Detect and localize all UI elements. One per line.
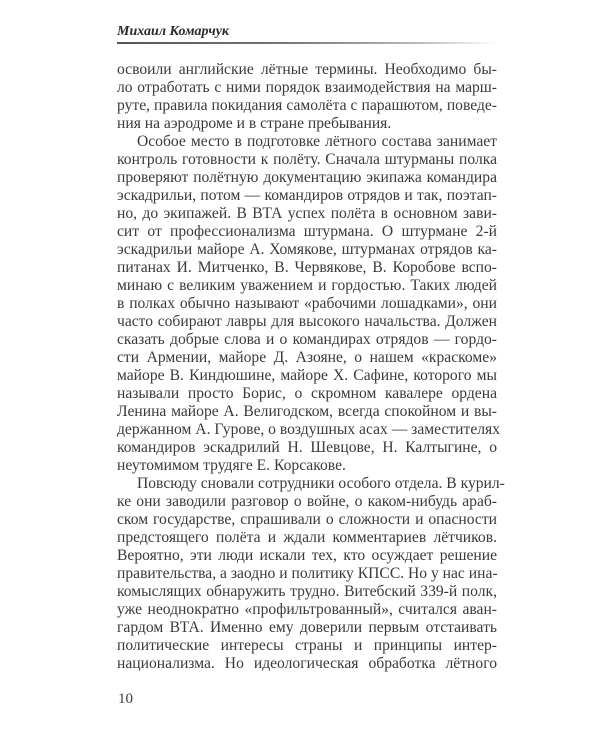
text-line: национализма. Но идеологическая обработка лётного bbox=[117, 655, 497, 672]
text-line: майоре В. Киндюшине, майоре Х. Сафине, которого мы bbox=[117, 367, 497, 384]
header-rule bbox=[117, 42, 497, 44]
text-line: комыслящих обнаружить трудно. Витебский 339-й полк, bbox=[117, 583, 497, 600]
text-line: в полках обычно называют «рабочими лошадками», они bbox=[117, 295, 497, 312]
text-line: питанах И. Митченко, В. Червякове, В. Коробове вспо- bbox=[117, 259, 497, 276]
text-line: ском государстве, спрашивали о сложности и опасности bbox=[117, 511, 497, 528]
paragraph bbox=[117, 61, 497, 133]
page-number: 10 bbox=[118, 691, 133, 707]
body-text bbox=[117, 61, 505, 673]
text-line: сти Армении, майоре Д. Азояне, о нашем «краскоме» bbox=[117, 349, 497, 366]
text-line: ке они заводили разговор о войне, о каком-нибудь араб- bbox=[117, 493, 497, 510]
text-line: сит от профессионализма штурмана. О штурмане 2-й bbox=[117, 223, 497, 240]
text-line: называли просто Борис, о скромном кавалере ордена bbox=[117, 385, 497, 402]
text-line: Особое место в подготовке лётного состава занимает bbox=[137, 133, 497, 150]
text-line: политические интересы страны и принципы интер- bbox=[117, 637, 497, 654]
text-line: руте, правила покидания самолёта с парашютом, поведе- bbox=[117, 97, 497, 114]
text-line: проверяют полётную документацию экипажа командира bbox=[117, 169, 497, 186]
text-line: Повсюду сновали сотрудники особого отдела. В курил- bbox=[137, 475, 505, 492]
text-line: эскадрильи, потом — командиров отрядов и так, поэтап- bbox=[117, 187, 497, 204]
text-line: правительства, а заодно и политику КПСС. Но у нас ина- bbox=[117, 565, 498, 582]
running-head-author: Михаил Комарчук bbox=[117, 24, 230, 39]
text-line: часто собирают лавры для высокого начальства. Должен bbox=[117, 313, 497, 330]
text-line: командиров эскадрилий Н. Шевцове, Н. Калтыгине, о bbox=[117, 439, 497, 456]
text-line: эскадрильи майоре А. Хомякове, штурманах отрядов ка- bbox=[117, 241, 497, 258]
text-line: но, до экипажей. В ВТА успех полёта в основном зави- bbox=[117, 205, 497, 222]
text-line: гардом ВТА. Именно ему доверили первым отстаивать bbox=[117, 619, 497, 636]
text-line: ния на аэродроме и в стране пребывания. bbox=[117, 115, 392, 132]
text-line: неутомимом трудяге Е. Корсакове. bbox=[117, 457, 346, 474]
text-line: ло отработать с ними порядок взаимодействия на марш- bbox=[117, 79, 497, 96]
text-line: держанном А. Гурове, о воздушных асах — заместителях bbox=[117, 421, 501, 438]
text-line: контроль готовности к полёту. Сначала штурманы полка bbox=[117, 151, 497, 168]
text-line: минаю с великим уважением и гордостью. Таких людей bbox=[117, 277, 497, 294]
text-line: Вероятно, эти люди искали тех, кто осуждает решение bbox=[117, 547, 497, 564]
text-line: освоили английские лётные термины. Необходимо бы- bbox=[117, 61, 497, 78]
text-line: уже неоднократно «профильтрованный», считался аван- bbox=[117, 601, 497, 618]
paragraph bbox=[117, 133, 501, 475]
paragraph bbox=[117, 475, 505, 673]
text-line: сказать добрые слова и о командирах отрядов — гордо- bbox=[117, 331, 497, 348]
text-line: предстоящего полёта и ждали комментариев лётчиков. bbox=[117, 529, 497, 546]
text-line: Ленина майоре А. Велигодском, всегда спокойном и вы- bbox=[117, 403, 497, 420]
